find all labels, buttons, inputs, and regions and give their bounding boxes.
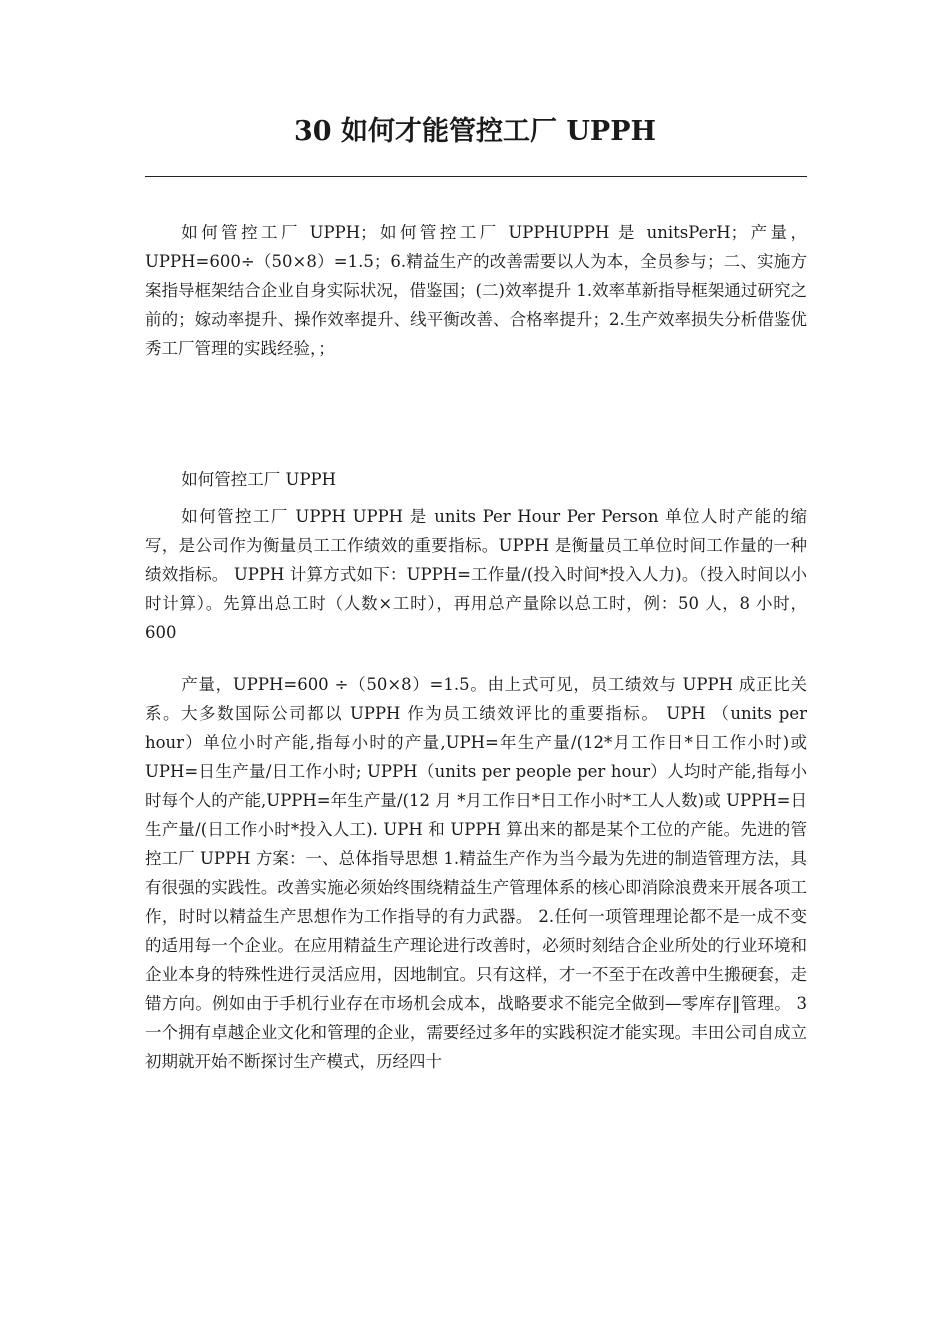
paragraph-spacer bbox=[145, 494, 807, 502]
paragraph-spacer bbox=[145, 647, 807, 670]
section-heading: 如何管控工厂 UPPH bbox=[181, 470, 337, 489]
paragraph-details: 产量，UPPH=600 ÷（50×8）=1.5。由上式可见，员工绩效与 UPPH 成正比关系。大多数国际公司都以 UPPH 作为员工绩效评比的重要指标。 UPH （units per hour）单位小时产能,指每小时的产量,UPH=年生产量/(12*月工作日*日工作小时)或 UPH=日生产量/日工作小时; UPPH（units per people per hour）人均时产能,指每小时每个人的产能,UPPH=年生产量/(12 月 *月工作日*日工作小时*工人人数)或 UPPH=日生产量/(日工作小时*投入人工). UPH 和 UPPH 算出来的都是某个工位的产能。先进的管控工厂 UPPH 方案：一、总体指导思想 1.精益生产作为当今最为先进的制造管理方法，具有很强的实践性。改善实施必须始终围绕精益生产管理体系的核心即消除浪费来开展各项工作，时时以精益生产思想作为工作指导的有力武器。 2.任何一项管理理论都不是一成不变的适用每一个企业。在应用精益生产理论进行改善时，必须时刻结合企业所处的行业环境和企业本身的特殊性进行灵活应用，因地制宜。只有这样，才一不至于在改善中生搬硬套，走错方向。例如由于手机行业存在市场机会成本，战略要求不能完全做到—零库存‖管理。 3 一个拥有卓越企业文化和管理的企业，需要经过多年的实践积淀才能实现。丰田公司自成立初期就开始不断探讨生产模式，历经四十 bbox=[145, 675, 807, 1071]
paragraph-summary: 如何管控工厂 UPPH；如何管控工厂 UPPHUPPH 是 unitsPerH；产量，UPPH=600÷（50×8）=1.5；6.精益生产的改善需要以人为本，全员参与；二、实施方案指导框架结合企业自身实际状况，借鉴国；(二)效率提升 1.效率革新指导框架通过研究之前的；嫁动率提升、操作效率提升、线平衡改善、合格率提升；2.生产效率损失分析借鉴优秀工厂管理的实践经验，； bbox=[145, 223, 807, 358]
title-divider bbox=[145, 176, 807, 177]
document-body bbox=[145, 218, 807, 1076]
paragraph-spacer bbox=[145, 363, 807, 465]
paragraph-definition: 如何管控工厂 UPPH UPPH 是 units Per Hour Per Person 单位人时产能的缩写，是公司作为衡量员工工作绩效的重要指标。UPPH 是衡量员工单位时间工作量的一种绩效指标。 UPPH 计算方式如下：UPPH=工作量/(投入时间*投入人力)。（投入时间以小时计算）。先算出总工时（人数×工时），再用总产量除以总工时，例：50 人，8 小时，600 bbox=[145, 507, 807, 642]
page-title: 30 如何才能管控工厂 UPPH bbox=[293, 116, 657, 147]
